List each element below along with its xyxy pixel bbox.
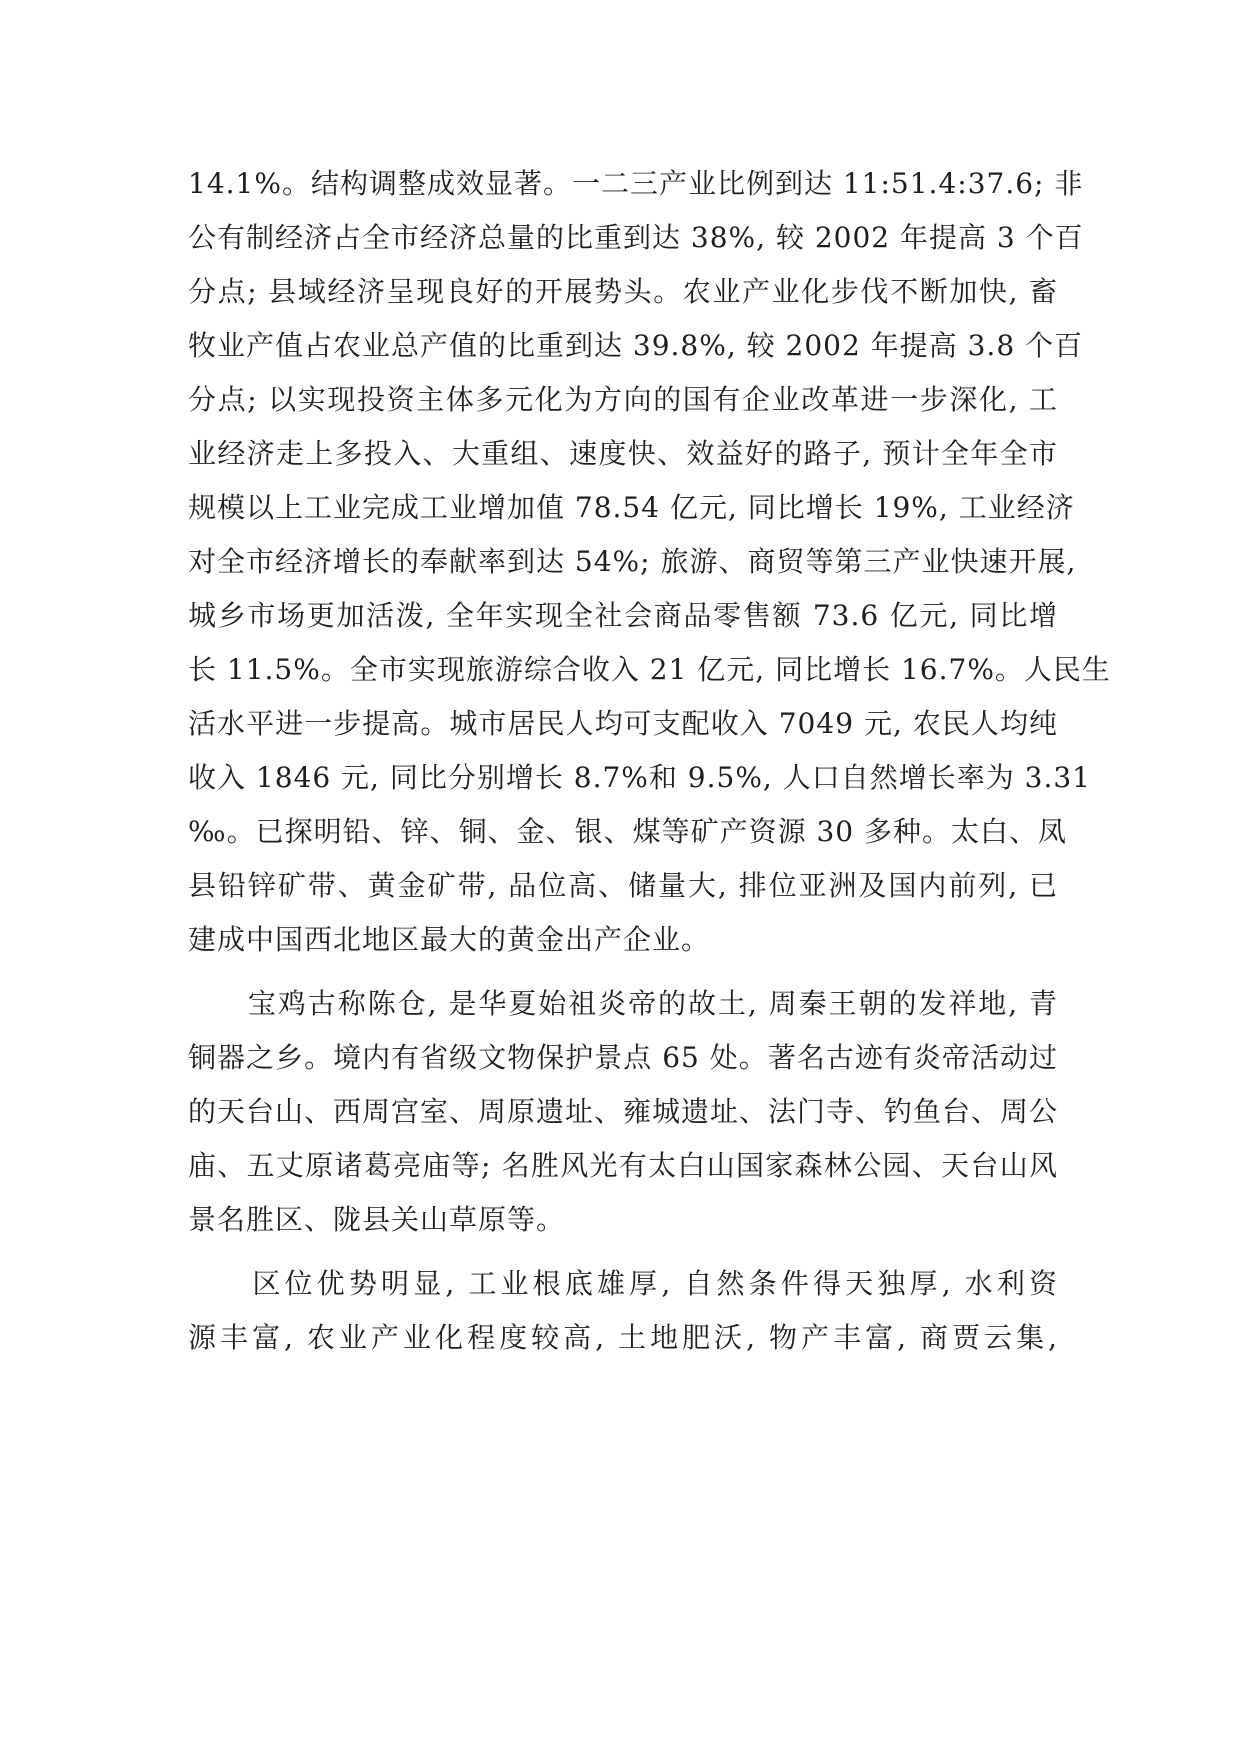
text-line: 活水平进一步提高。城市居民人均可支配收入 7049 元, 农民人均纯: [188, 707, 1058, 740]
paragraph-advantages: [188, 1257, 1058, 1365]
text-line: 源丰富, 农业产业化程度较高, 土地肥沃, 物产丰富, 商贾云集,: [188, 1321, 1058, 1354]
paragraph-gap: [188, 967, 1058, 977]
paragraph-history: [188, 977, 1058, 1247]
text-line: 城乡市场更加活泼, 全年实现全社会商品零售额 73.6 亿元, 同比增: [188, 599, 1058, 632]
text-line: 庙、五丈原诸葛亮庙等; 名胜风光有太白山国家森林公园、天台山风: [188, 1149, 1058, 1182]
text-line: 分点; 县域经济呈现良好的开展势头。农业产业化步伐不断加快, 畜: [188, 275, 1058, 308]
text-line: 县铅锌矿带、黄金矿带, 品位高、储量大, 排位亚洲及国内前列, 已: [188, 869, 1058, 902]
text-line: 区位优势明显, 工业根底雄厚, 自然条件得天独厚, 水利资: [188, 1267, 1058, 1300]
text-line: 业经济走上多投入、大重组、速度快、效益好的路子, 预计全年全市: [188, 437, 1058, 470]
text-line: 的天台山、西周宫室、周原遗址、雍城遗址、法门寺、钓鱼台、周公: [188, 1095, 1059, 1128]
text-line: 对全市经济增长的奉献率到达 54%; 旅游、商贸等第三产业快速开展,: [188, 545, 1077, 578]
text-line: ‰。已探明铅、锌、铜、金、银、煤等矿产资源 30 多种。太白、凤: [188, 815, 1068, 848]
text-line: 14.1%。结构调整成效显著。一二三产业比例到达 11:51.4:37.6; 非: [188, 167, 1084, 200]
text-line: 分点; 以实现投资主体多元化为方向的国有企业改革进一步深化, 工: [188, 383, 1058, 416]
text-line: 景名胜区、陇县关山草原等。: [188, 1203, 566, 1236]
paragraph-economy: [188, 157, 1111, 967]
text-line: 公有制经济占全市经济总量的比重到达 38%, 较 2002 年提高 3 个百: [188, 221, 1084, 254]
text-line: 宝鸡古称陈仓, 是华夏始祖炎帝的故土, 周秦王朝的发祥地, 青: [188, 987, 1058, 1020]
paragraph-gap: [188, 1247, 1058, 1257]
text-line: 规模以上工业完成工业增加值 78.54 亿元, 同比增长 19%, 工业经济: [188, 491, 1075, 524]
text-line: 铜器之乡。境内有省级文物保护景点 65 处。著名古迹有炎帝活动过: [188, 1041, 1058, 1074]
document-body: [188, 157, 1111, 1365]
text-line: 长 11.5%。全市实现旅游综合收入 21 亿元, 同比增长 16.7%。人民生: [188, 653, 1111, 686]
text-line: 收入 1846 元, 同比分别增长 8.7%和 9.5%, 人口自然增长率为 3.31: [188, 761, 1091, 794]
text-line: 牧业产值占农业总产值的比重到达 39.8%, 较 2002 年提高 3.8 个百: [188, 329, 1084, 362]
text-line: 建成中国西北地区最大的黄金出产企业。: [188, 923, 711, 956]
